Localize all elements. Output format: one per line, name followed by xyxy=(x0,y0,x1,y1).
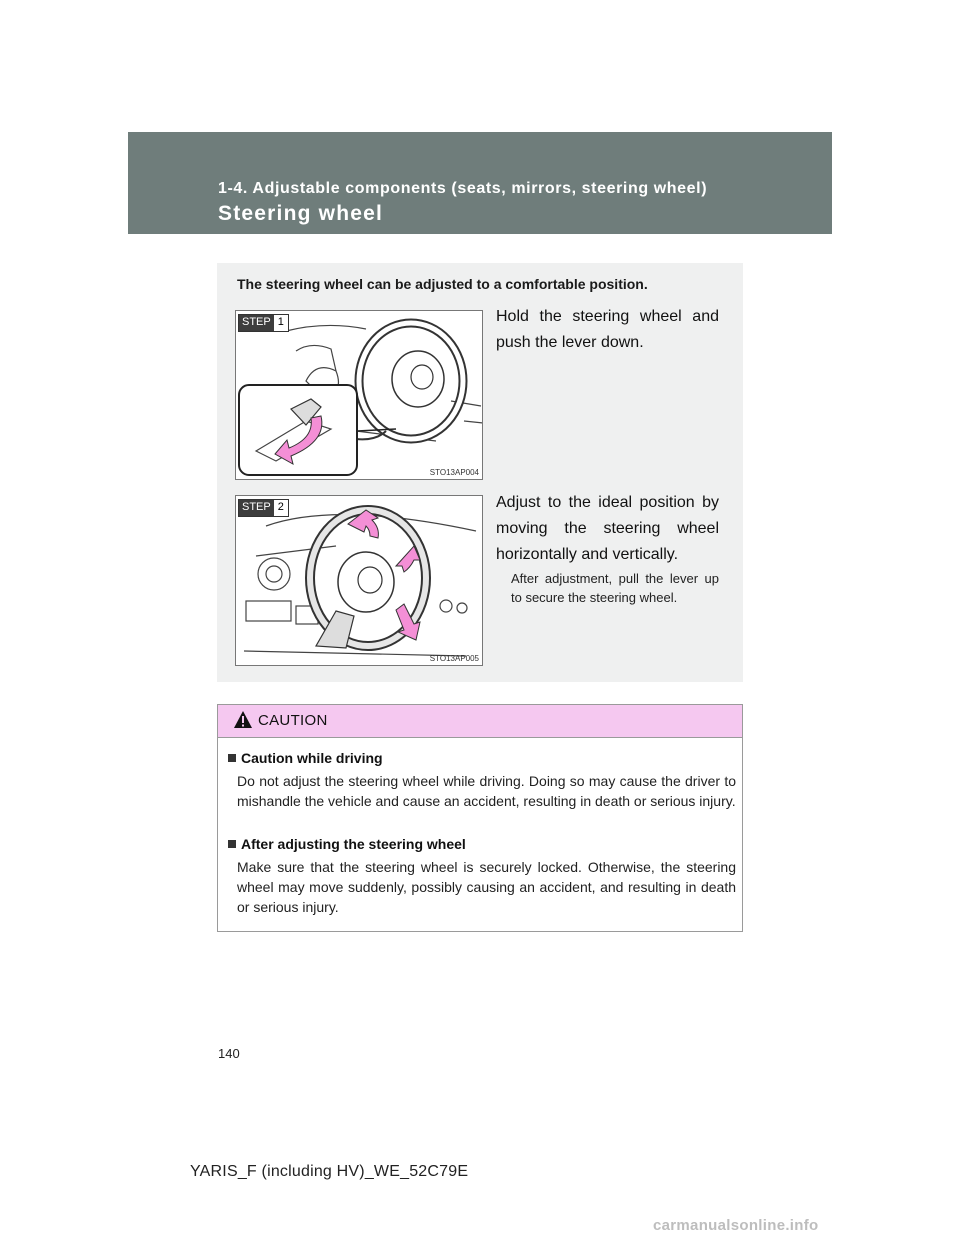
section-header xyxy=(128,132,832,234)
caution-item-title xyxy=(228,749,736,767)
caution-item xyxy=(228,749,736,811)
bullet-square-icon xyxy=(228,754,236,762)
caution-title-text: After adjusting the steering wheel xyxy=(241,836,466,852)
step-1-text: Hold the steering wheel and push the lever down. xyxy=(496,308,719,351)
bullet-square-icon xyxy=(228,840,236,848)
intro-text: The steering wheel can be adjusted to a comfortable position. xyxy=(237,276,648,292)
document-footer: YARIS_F (including HV)_WE_52C79E xyxy=(190,1163,469,1180)
step-2-note: After adjustment, pull the lever up to secure the steering wheel. xyxy=(511,571,719,605)
step-2-text: Adjust to the ideal position by moving the steering wheel horizontally and vertically. xyxy=(496,494,719,563)
procedure-panel xyxy=(217,263,743,682)
steering-lever-drawing xyxy=(236,311,483,480)
caution-item-body: Do not adjust the steering wheel while driving. Doing so may cause the driver to mishandle the vehicle and cause an accident, resulting in death or serious injury. xyxy=(237,773,736,809)
section-title: 1-4. Adjustable components (seats, mirrors, steering wheel) xyxy=(218,180,708,197)
steering-adjust-drawing xyxy=(236,496,483,666)
caution-label: CAUTION xyxy=(258,712,328,729)
step-label: STEP xyxy=(239,315,274,331)
page-number: 140 xyxy=(218,1046,240,1061)
page-title: Steering wheel xyxy=(218,202,384,225)
caution-item xyxy=(228,835,736,917)
step-number: 2 xyxy=(274,500,288,516)
step-number: 1 xyxy=(274,315,288,331)
figure-code: STO13AP004 xyxy=(429,468,479,477)
step-2-illustration xyxy=(235,495,483,666)
step-2-badge xyxy=(238,499,289,517)
caution-item-body: Make sure that the steering wheel is securely locked. Otherwise, the steering wheel may move suddenly, possibly causing an accident, and resulting in death or serious injury. xyxy=(237,859,736,915)
step-1-badge xyxy=(238,314,289,332)
watermark: carmanualsonline.info xyxy=(653,1217,819,1234)
caution-item-title xyxy=(228,835,736,853)
caution-title-text: Caution while driving xyxy=(241,750,383,766)
warning-triangle-icon xyxy=(233,710,253,729)
caution-header xyxy=(218,705,742,738)
step-label: STEP xyxy=(239,500,274,516)
step-1-illustration xyxy=(235,310,483,480)
figure-code: STO13AP005 xyxy=(429,654,479,663)
caution-box xyxy=(217,704,743,932)
